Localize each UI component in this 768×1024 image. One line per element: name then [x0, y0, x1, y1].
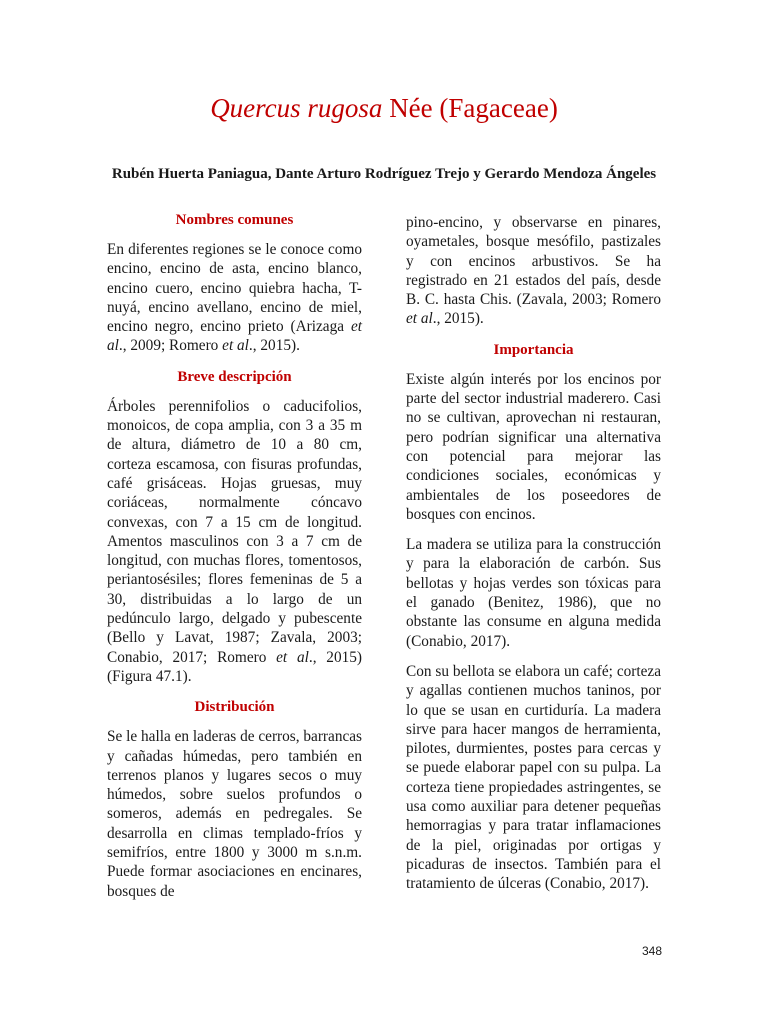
species-name: Quercus rugosa — [210, 93, 383, 123]
paragraph-distribucion: Se le halla en laderas de cerros, barrancas y cañadas húmedas, pero también en terrenos planos y lugares secos o muy húmedos, sobre suelos profundos o someros, además en pedregales. Se desarrolla en climas templado-fríos y semifríos, entre 1800 y 3000 m s.n.m. Puede formar asociaciones en encinares, bosques de — [107, 728, 362, 900]
paragraph-importancia-2: La madera se utiliza para la construcción y para la elaboración de carbón. Sus bellotas y hojas verdes son tóxicas para el ganado (Benitez, 1986), que no obstante las consume en alguna medida (Conabio, 2017). — [406, 536, 661, 650]
page-number: 348 — [641, 944, 662, 958]
paragraph-importancia-3: Con su bellota se elabora un café; corteza y agallas contienen muchos taninos, por lo que se usan en curtiduría. La madera sirve para hacer mangos de herramienta, pilotes, durmientes, postes para cercas y se puede elaborar papel con su pulpa. La corteza tiene propiedades astringentes, se usa como auxiliar para detener pequeñas hemorragias y para tratar inflamaciones de la piel, originadas por ortigas y picaduras de insectos. También para el tratamiento de úlceras (Conabio, 2017). — [406, 662, 661, 893]
heading-importancia: Importancia — [493, 341, 574, 358]
paragraph-breve-descripcion: Árboles perennifolios o caducifolios, monoicos, de copa amplia, con 3 a 35 m de altura, diámetro de 10 a 80 cm, corteza escamosa, con fisuras profundas, café grisáceas. Hojas gruesas, muy coriáceas, normalmente cóncavo convexas, con 7 a 15 cm de longitud. Amentos masculinos con 3 a 7 cm de longitud, con muchas flores, tomentosos, periantosésiles; flores femeninas de 5 a 30, distribuidas a lo largo de un pedúnculo largo, delgado y pubescente (Bello y Lavat, 1987; Zavala, 2003; Conabio, 2017; Romero et al., 2015) (Figura 47.1). — [107, 397, 362, 685]
paragraph-importancia-1: Existe algún interés por los encinos por parte del sector industrial maderero. Casi no se cultivan, aprovechan ni restauran, pero podrían significar una alternativa con potencial para mejorar las condiciones sociales, económicas y ambientales de los poseedores de bosques con encinos. — [406, 370, 661, 523]
heading-distribucion: Distribución — [194, 699, 275, 716]
species-authority: Née (Fagaceae) — [389, 93, 558, 123]
left-column — [107, 210, 362, 912]
page-title — [0, 90, 768, 126]
heading-nombres-comunes: Nombres comunes — [175, 212, 294, 228]
paragraph-nombres-comunes: En diferentes regiones se le conoce como encino, encino de asta, encino blanco, encino cuero, encino quiebra hacha, T-nuyá, encino avellano, encino de miel, encino negro, encino prieto (Arizaga et al., 2009; Romero et al., 2015). — [107, 241, 362, 355]
paragraph-distribucion-continued: pino-encino, y observarse en pinares, oyametales, bosque mesófilo, pastizales y con encinos arbustivos. Se ha registrado en 21 estados del país, desde B. C. hasta Chis. (Zavala, 2003; Romero et al., 2015). — [406, 214, 661, 328]
right-column — [406, 213, 661, 905]
authors: Rubén Huerta Paniagua, Dante Arturo Rodríguez Trejo y Gerardo Mendoza Ángeles — [111, 166, 657, 182]
heading-breve-descripcion: Breve descripción — [177, 368, 292, 385]
